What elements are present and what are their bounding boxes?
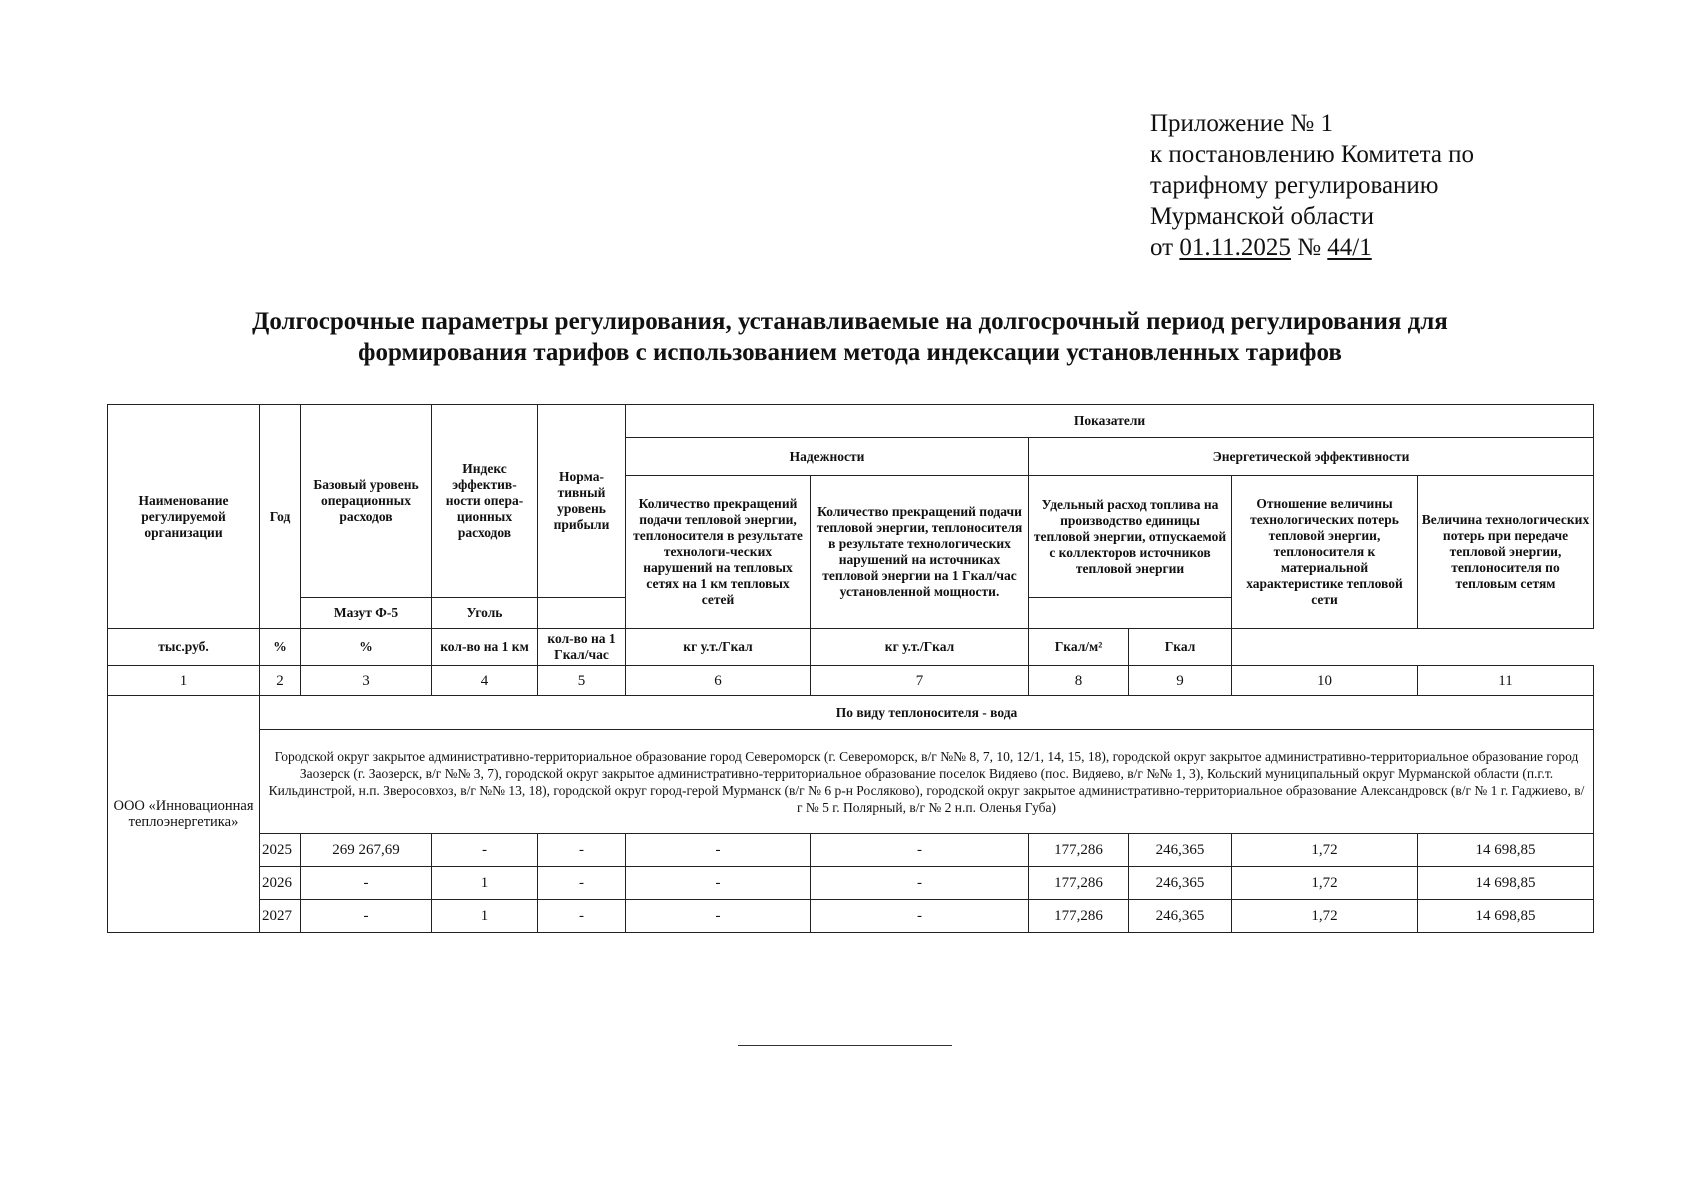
col11-cell: 14 698,85 bbox=[1418, 867, 1594, 900]
year-cell: 2025 bbox=[260, 834, 301, 867]
mazut-cell: 177,286 bbox=[1029, 867, 1129, 900]
efficiency-index-cell: 1 bbox=[432, 900, 538, 933]
col-number: 3 bbox=[301, 666, 432, 696]
col11-cell: 14 698,85 bbox=[1418, 834, 1594, 867]
normative-profit-cell: - bbox=[538, 867, 626, 900]
unit-index: % bbox=[260, 629, 301, 666]
header-indicators: Показатели bbox=[626, 405, 1594, 438]
header-normative-profit: Норма-тивный уровень прибыли bbox=[538, 405, 626, 598]
col-number: 6 bbox=[626, 666, 811, 696]
header-fuel-mazut: Мазут Ф-5 bbox=[301, 598, 432, 629]
end-separator-line bbox=[738, 1045, 952, 1046]
number-sign: № bbox=[1297, 234, 1322, 261]
parameters-table bbox=[107, 404, 1594, 933]
appendix-date-line bbox=[1150, 232, 1474, 263]
unit-norm-profit: % bbox=[301, 629, 432, 666]
appendix-ref-line: Мурманской области bbox=[1150, 203, 1375, 230]
col-number: 8 bbox=[1029, 666, 1129, 696]
date-prefix: от bbox=[1150, 234, 1174, 261]
units-row bbox=[108, 629, 1594, 666]
base-opex-cell: 269 267,69 bbox=[301, 834, 432, 867]
unit-col10: Гкал/м² bbox=[1029, 629, 1129, 666]
carrier-type: По виду теплоносителя - вода bbox=[260, 696, 1594, 730]
appendix-ref-line: к постановлению Комитета по bbox=[1150, 141, 1475, 168]
col10-cell: 1,72 bbox=[1232, 834, 1418, 867]
mazut-cell: 177,286 bbox=[1029, 834, 1129, 867]
col-number: 5 bbox=[538, 666, 626, 696]
resolution-number: 44/1 bbox=[1327, 234, 1372, 261]
unit-base: тыс.руб. bbox=[108, 629, 260, 666]
efficiency-index-cell: 1 bbox=[432, 867, 538, 900]
regions-row bbox=[108, 730, 1594, 834]
coal-cell: 246,365 bbox=[1129, 900, 1232, 933]
normative-profit-cell: - bbox=[538, 900, 626, 933]
carrier-row bbox=[108, 696, 1594, 730]
year-cell: 2026 bbox=[260, 867, 301, 900]
mazut-cell: 177,286 bbox=[1029, 900, 1129, 933]
table-row bbox=[108, 900, 1594, 933]
col6-cell: - bbox=[626, 834, 811, 867]
header-fuel-coal: Уголь bbox=[432, 598, 538, 629]
header-year: Год bbox=[260, 405, 301, 629]
col-number: 9 bbox=[1129, 666, 1232, 696]
col7-cell: - bbox=[811, 867, 1029, 900]
header-base-opex: Базовый уровень операционных расходов bbox=[301, 405, 432, 598]
resolution-date: 01.11.2025 bbox=[1179, 234, 1291, 261]
regions-description: Городской округ закрытое административно-территориальное образование город Североморск (г. Североморск, в/г №№ 8, 7, 10, 12/1, 14, 15, 18), городской округ закрытое административно-территориальное образование город Заозерск (г. Заозерск, в/г №№ 3, 7), городской округ закрытое административно-территориальное образование поселок Видяево (пос. Видяево, в/г №№ 1, 3), Кольский муниципальный округ Мурманской области (п.г.т. Кильдинстрой, н.п. Зверосовхоз, в/г №№ 13, 18), городской округ город-герой Мурманск (в/г № 6 р-н Росляково), городской округ закрытое административно-территориальное образование Александровск (в/г № 1 г. Гаджиево, в/г № 5 г. Полярный, в/г № 2 н.п. Оленья Губа) bbox=[260, 730, 1594, 834]
coal-cell: 246,365 bbox=[1129, 867, 1232, 900]
unit-coal: кг у.т./Гкал bbox=[811, 629, 1029, 666]
col10-cell: 1,72 bbox=[1232, 900, 1418, 933]
base-opex-cell: - bbox=[301, 867, 432, 900]
col-number: 1 bbox=[108, 666, 260, 696]
appendix-number: Приложение № 1 bbox=[1150, 110, 1334, 137]
header-org: Наименование регулируемой организации bbox=[108, 405, 260, 629]
document-title bbox=[120, 306, 1580, 368]
unit-col7: кол-во на 1 Гкал/час bbox=[538, 629, 626, 666]
header-energy-efficiency: Энергетической эффективности bbox=[1029, 438, 1594, 476]
organization-name: ООО «Инновационная теплоэнергетика» bbox=[108, 696, 260, 933]
year-cell: 2027 bbox=[260, 900, 301, 933]
header-col10: Отношение величины технологических потерь тепловой энергии, теплоносителя к материальной характеристике тепловой сети bbox=[1232, 476, 1418, 629]
col7-cell: - bbox=[811, 834, 1029, 867]
unit-mazut: кг у.т./Гкал bbox=[626, 629, 811, 666]
base-opex-cell: - bbox=[301, 900, 432, 933]
unit-col6: кол-во на 1 км bbox=[432, 629, 538, 666]
header-fuel-rate: Удельный расход топлива на производство единицы тепловой энергии, отпускаемой с коллекторов источников тепловой энергии bbox=[1029, 476, 1232, 598]
coal-cell: 246,365 bbox=[1129, 834, 1232, 867]
header-col7: Количество прекращений подачи тепловой энергии, теплоносителя в результате технологических нарушений на источниках тепловой энергии на 1 Гкал/час установленной мощности. bbox=[811, 476, 1029, 629]
col-number: 10 bbox=[1232, 666, 1418, 696]
appendix-header bbox=[1150, 108, 1474, 263]
col-number: 4 bbox=[432, 666, 538, 696]
header-col6: Количество прекращений подачи тепловой энергии, теплоносителя в результате технологи-ческих нарушений на тепловых сетях на 1 км тепловых сетей bbox=[626, 476, 811, 629]
appendix-ref-line: тарифному регулированию bbox=[1150, 172, 1439, 199]
title-line-2: формирования тарифов с использованием метода индексации установленных тарифов bbox=[358, 339, 1342, 366]
col10-cell: 1,72 bbox=[1232, 867, 1418, 900]
col-number: 11 bbox=[1418, 666, 1594, 696]
col7-cell: - bbox=[811, 900, 1029, 933]
col6-cell: - bbox=[626, 867, 811, 900]
col-number: 2 bbox=[260, 666, 301, 696]
col6-cell: - bbox=[626, 900, 811, 933]
efficiency-index-cell: - bbox=[432, 834, 538, 867]
unit-col11: Гкал bbox=[1129, 629, 1232, 666]
normative-profit-cell: - bbox=[538, 834, 626, 867]
title-line-1: Долгосрочные параметры регулирования, устанавливаемые на долгосрочный период регулирования для bbox=[252, 308, 1448, 335]
col11-cell: 14 698,85 bbox=[1418, 900, 1594, 933]
header-row-indicators bbox=[108, 405, 1594, 438]
header-col11: Величина технологических потерь при передаче тепловой энергии, теплоносителя по тепловым сетям bbox=[1418, 476, 1594, 629]
table-row bbox=[108, 867, 1594, 900]
col-number: 7 bbox=[811, 666, 1029, 696]
table-row bbox=[108, 834, 1594, 867]
header-reliability: Надежности bbox=[626, 438, 1029, 476]
column-number-row bbox=[108, 666, 1594, 696]
header-efficiency-index: Индекс эффектив-ности опера-ционных расходов bbox=[432, 405, 538, 598]
